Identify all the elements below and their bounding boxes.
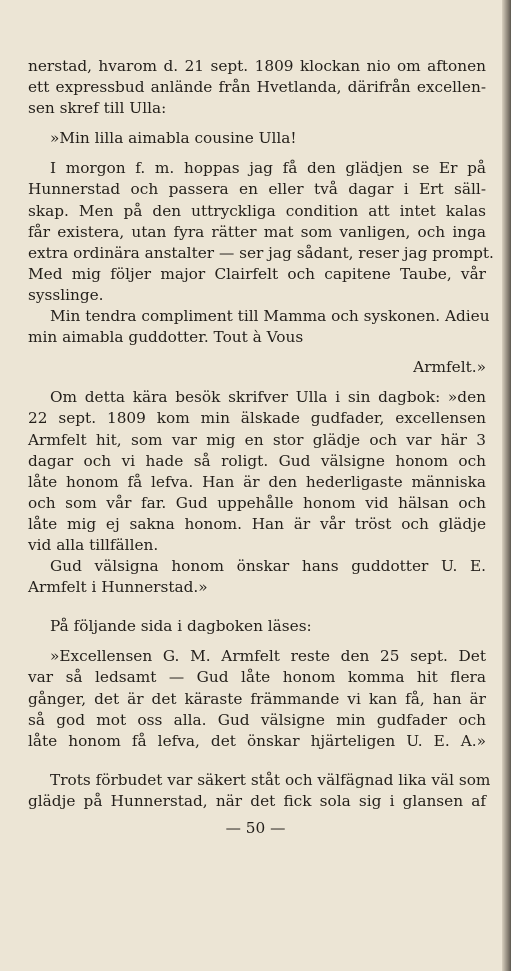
text-line: gånger, det är det käraste främmande vi kan få, han är bbox=[28, 689, 486, 708]
text-line: ett expressbud anlände från Hvetlanda, därifrån excellen- bbox=[28, 78, 486, 97]
page-text bbox=[28, 56, 494, 812]
text-line: Med mig följer major Clairfelt och capitene Taube, vår bbox=[28, 264, 486, 283]
text-line: vid alla tillfällen. bbox=[28, 535, 159, 554]
text-line: och som vår far. Gud uppehålle honom vid hälsan och bbox=[28, 493, 486, 512]
paragraph-diary bbox=[28, 387, 486, 556]
text-line: Armfelt hit, som var mig en stor glädje och var här 3 bbox=[28, 430, 486, 449]
text-line: På följande sida i dagboken läses: bbox=[50, 617, 312, 636]
text-line: var så ledsamt — Gud låte honom komma hit flera bbox=[28, 668, 486, 687]
text-line: 22 sept. 1809 kom min älskade gudfader, excellensen bbox=[28, 409, 486, 428]
text-line: så god mot oss alla. Gud välsigne min gudfader och bbox=[28, 710, 486, 729]
paragraph-departure bbox=[28, 646, 486, 751]
text-line: extra ordinära anstalter — ser jag sådant, reser jag prompt. bbox=[28, 243, 494, 262]
paragraph-1 bbox=[28, 56, 486, 119]
letter-closing bbox=[28, 306, 490, 348]
text-line: Armfelt.» bbox=[413, 358, 486, 377]
text-line: dagar och vi hade så roligt. Gud välsigne honom och bbox=[28, 451, 486, 470]
text-line: glädje på Hunnerstad, när det fick sola sig i glansen af bbox=[28, 791, 486, 810]
text-line: skap. Men på den uttryckliga condition att intet kalas bbox=[28, 201, 486, 220]
letter-signature bbox=[28, 357, 486, 378]
text-line: sen skref till Ulla: bbox=[28, 99, 167, 118]
paragraph-blessing bbox=[28, 556, 486, 598]
text-line: min aimabla guddotter. Tout à Vous bbox=[28, 328, 304, 347]
text-line: Hunnerstad och passera en eller två dagar i Ert säll- bbox=[28, 180, 486, 199]
text-line: Armfelt i Hunnerstad.» bbox=[28, 578, 208, 597]
text-line: Trots förbudet var säkert ståt och välfägnad lika väl som bbox=[50, 770, 491, 789]
letter-body bbox=[28, 158, 494, 306]
text-line: I morgon f. m. hoppas jag få den glädjen se Er på bbox=[50, 159, 486, 178]
text-line: låte honom få lefva. Han är den hederligaste människa bbox=[28, 472, 486, 491]
text-line: sysslinge. bbox=[28, 285, 104, 304]
text-line: nerstad, hvarom d. 21 sept. 1809 klockan nio om aftonen bbox=[28, 57, 486, 75]
paragraph-following-page bbox=[28, 616, 486, 637]
text-line: låte honom få lefva, det önskar hjärteligen U. E. A.» bbox=[28, 731, 486, 750]
paragraph-closing bbox=[28, 770, 491, 812]
text-line: »Min lilla aimabla cousine Ulla! bbox=[50, 129, 297, 148]
text-line: får existera, utan fyra rätter mat som vanligen, och inga bbox=[28, 222, 486, 241]
letter-salutation bbox=[28, 128, 486, 149]
text-line: låte mig ej sakna honom. Han är vår tröst och glädje bbox=[28, 514, 486, 533]
text-line: »Excellensen G. M. Armfelt reste den 25 sept. Det bbox=[50, 647, 486, 666]
page-number: — 50 — bbox=[225, 819, 286, 837]
text-line: Gud välsigna honom önskar hans guddotter U. E. bbox=[50, 557, 486, 576]
text-line: Om detta kära besök skrifver Ulla i sin dagbok: »den bbox=[50, 388, 486, 407]
text-line: Min tendra compliment till Mamma och syskonen. Adieu bbox=[50, 307, 490, 326]
